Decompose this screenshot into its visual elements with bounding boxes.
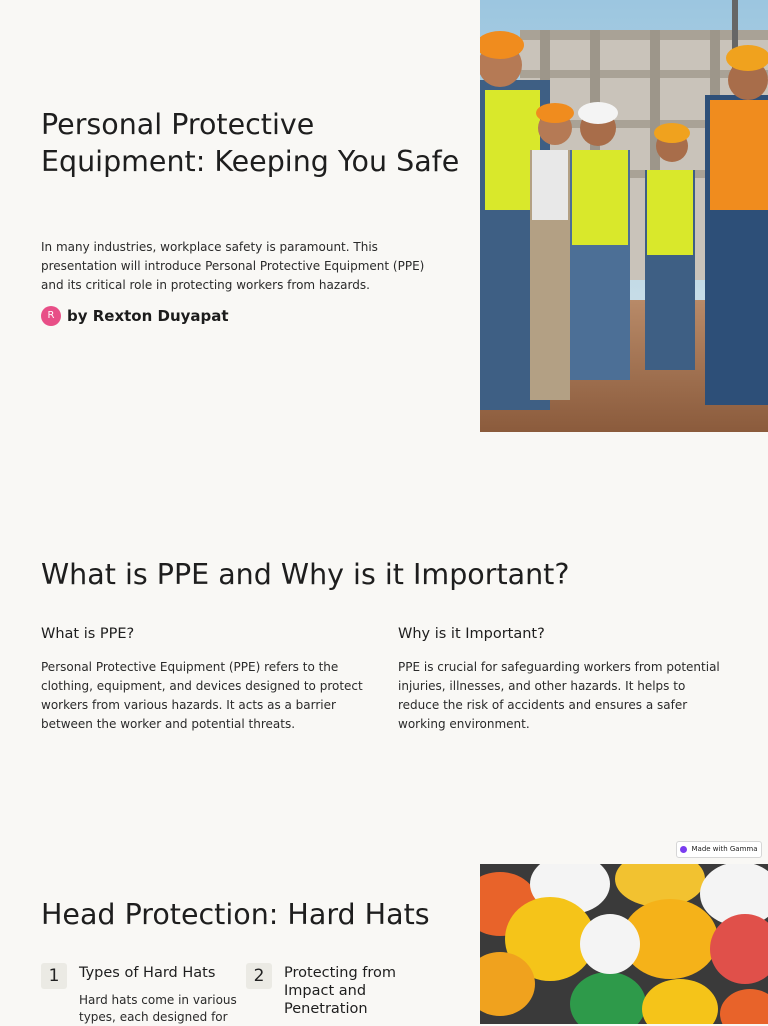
made-with-gamma-badge[interactable]	[676, 841, 762, 858]
hard-hats-photo	[480, 864, 768, 1024]
column-heading: Why is it Important?	[398, 626, 545, 642]
what-is-ppe-column	[41, 624, 371, 734]
author-byline	[41, 306, 229, 326]
step-number: 2	[246, 963, 272, 989]
avatar: R	[41, 306, 61, 326]
step-title: Protecting from Impact and Penetration	[284, 965, 397, 1017]
badge-label: Made with Gamma	[691, 845, 758, 853]
column-heading: What is PPE?	[41, 626, 135, 642]
why-important-column	[398, 624, 728, 734]
column-body: PPE is crucial for safeguarding workers from potential injuries, illnesses, and other hazards. It helps to reduce the risk of accidents and ensures a safer working environment.	[398, 660, 720, 731]
slide2-title: What is PPE and Why is it Important?	[41, 558, 570, 591]
slide1-intro-text: In many industries, workplace safety is paramount. This presentation will introduce Personal Protective Equipment (PPE) and its critical role in protecting workers from hazards.	[41, 240, 425, 292]
slide1-title: Personal Protective Equipment: Keeping You Safe	[41, 108, 460, 178]
author-name: by Rexton Duyapat	[67, 307, 229, 325]
gamma-logo-icon	[680, 846, 687, 853]
step-number: 1	[41, 963, 67, 989]
construction-workers-photo	[480, 0, 768, 432]
step-body: Hard hats come in various types, each designed for	[79, 993, 237, 1024]
slide3-title: Head Protection: Hard Hats	[41, 898, 430, 931]
column-body: Personal Protective Equipment (PPE) refers to the clothing, equipment, and devices designed to protect workers from various hazards. It acts as a barrier between the worker and potential threats.	[41, 660, 363, 731]
step-title: Types of Hard Hats	[79, 965, 216, 981]
